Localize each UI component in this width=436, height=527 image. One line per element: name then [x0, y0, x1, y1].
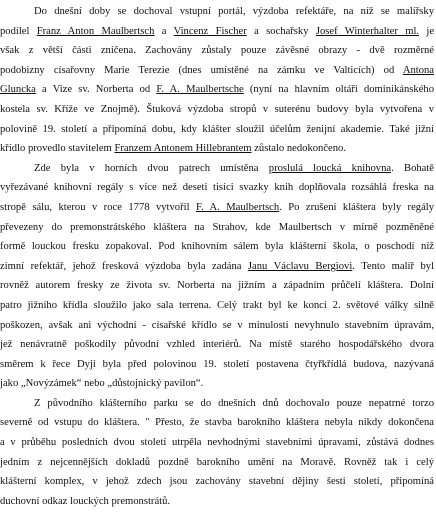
text-run: zimní refektář, jehož fresková výzdoba byla zadána — [0, 260, 248, 272]
text-run: a Vize sv. Norberta od — [35, 84, 157, 96]
linked-name[interactable]: Janu Václavu Bergiovi — [247, 260, 353, 272]
text-run: jako „Novýzámek“ nebo „důstojnický pavilon“. — [0, 378, 204, 390]
text-line — [0, 276, 434, 296]
text-run: poškozen, avšak ani východní - císařské křídlo se v minulosti nevyhnulo stavebním úpravám, — [0, 319, 434, 331]
linked-name[interactable]: Vincenz Fischer — [173, 25, 247, 37]
text-line — [0, 22, 434, 42]
text-line — [0, 80, 434, 100]
text-run: . Bohatě — [391, 162, 435, 174]
text-run: směrem k řece Dyji byla před polovinou 19. století postavena čtyřkřídlá budova, nazývaná — [0, 358, 434, 370]
text-run: jedním z nejcennějších dokladů pozdně barokního umění na Moravě. Rovněž tak i celý — [0, 456, 434, 468]
text-line — [0, 374, 434, 394]
text-run: Do dnešní doby se dochoval vstupní portál, výzdoba refektáře, na níž se malířsky — [34, 6, 434, 17]
text-line — [0, 218, 434, 238]
text-run: . Tento malíř byl — [352, 260, 434, 272]
text-line — [0, 2, 434, 22]
text-line — [0, 61, 434, 81]
text-run: křídlo provedlo stavitelem — [0, 143, 115, 155]
linked-name[interactable]: proslulá loucká knihovna — [268, 162, 392, 174]
text-run: rovněž autorem fresky ze života sv. Norberta na jižním a západním průčelí kláštera. Dolní — [0, 280, 434, 292]
linked-name[interactable]: Gluncka — [0, 84, 36, 96]
text-line — [0, 472, 434, 492]
linked-name[interactable]: Franzem Antonem Hillebrantem — [114, 143, 252, 155]
text-line — [0, 159, 434, 179]
linked-name[interactable]: Antona — [402, 64, 434, 76]
text-line — [0, 335, 434, 355]
text-run: podobizny císařovny Marie Terezie (dnes umístěné na zámku ve Valticích) od — [0, 64, 403, 76]
linked-name[interactable]: F. A. Maulbertsche — [156, 84, 244, 96]
text-run: polovině 19. století a připomíná dobu, kdy klášter sloužil účelům ženijní akademie. Také jižní — [0, 123, 434, 135]
text-line — [0, 413, 434, 433]
text-run: severně od vstupu do kláštera. " Přesto, že stavba barokního kláštera nebyla nikdy dokončena — [0, 417, 434, 429]
text-run: klášterní komplex, v jehož zdech jsou zachovány stavební dějiny šesti století, připomíná — [0, 476, 434, 488]
text-line — [0, 120, 434, 140]
text-run: a — [154, 25, 174, 37]
text-run: a v průběhu posledních dvou století utrpěla nevhodnými stavebními úpravami, zůstává dodnes — [0, 437, 434, 449]
text-run: formě louckou fresku zopakoval. Pod knihovním sálem byla klášterní škola, o poschodí níž — [0, 241, 434, 253]
linked-name[interactable]: Franz Anton Maulbertsch — [36, 25, 155, 37]
text-line — [0, 394, 434, 414]
text-run: je — [419, 25, 435, 37]
paragraph — [0, 2, 435, 159]
text-run: . Po zrušení kláštera byly regály — [279, 201, 435, 213]
text-line — [0, 139, 434, 159]
text-run: Z původního klášterního parku se do dnešních dnů dochovalo pouze nepatrné torzo — [34, 397, 434, 409]
text-line — [0, 355, 434, 375]
paragraph — [0, 394, 435, 512]
text-run: převezeny do premonstrátského kláštera na Strahov, kde Maulbertsch v mírně pozměněné — [0, 221, 434, 233]
text-run: však z větší části zničena. Zachovány zůstaly pouze závěsné obrazy - dvě rozměrné — [0, 45, 434, 57]
text-line — [0, 433, 434, 453]
text-line — [0, 316, 434, 336]
text-run: patro jižního křídla sloužilo jako sala terrena. Celý trakt byl ke konci 2. světové války silně — [0, 299, 434, 311]
text-run: zůstalo nedokončeno. — [251, 143, 346, 155]
linked-name[interactable]: F. A. Maulbertsch — [195, 201, 280, 213]
text-line — [0, 100, 434, 120]
text-line — [0, 453, 434, 473]
text-line — [0, 257, 434, 277]
text-run: Zde byla v horních dvou patrech umístěna — [34, 162, 269, 174]
text-run: jež nenávratně poškodily původní vzhled interiérů. Na místě starého hospodářského dvora — [0, 339, 434, 351]
text-line — [0, 237, 434, 257]
text-run: podílel — [0, 25, 37, 37]
text-line — [0, 198, 434, 218]
text-line — [0, 41, 434, 61]
paragraph — [0, 159, 435, 394]
text-run: (nyní na hlavním oltáři dominikánského — [243, 84, 434, 96]
document-body — [0, 2, 435, 511]
text-run: stropě sálu, kterou v roce 1778 vytvořil — [0, 201, 196, 213]
linked-name[interactable]: Josef Winterhalter ml. — [315, 25, 420, 37]
text-line — [0, 296, 434, 316]
text-run: vyřezávané knihovní regály s více než deseti tisíci svazky knih doplňovala rozsáhlá freska na — [0, 182, 434, 194]
text-line — [0, 178, 434, 198]
text-line — [0, 492, 434, 512]
text-run: a sochařsky — [246, 25, 316, 37]
text-run: duchovní odkaz louckých premonstrátů. — [0, 495, 171, 507]
text-run: kostela sv. Kříže ve Znojmě). Štuková výzdoba stropů v suterénu budovy byla vytvořena v — [0, 103, 434, 115]
